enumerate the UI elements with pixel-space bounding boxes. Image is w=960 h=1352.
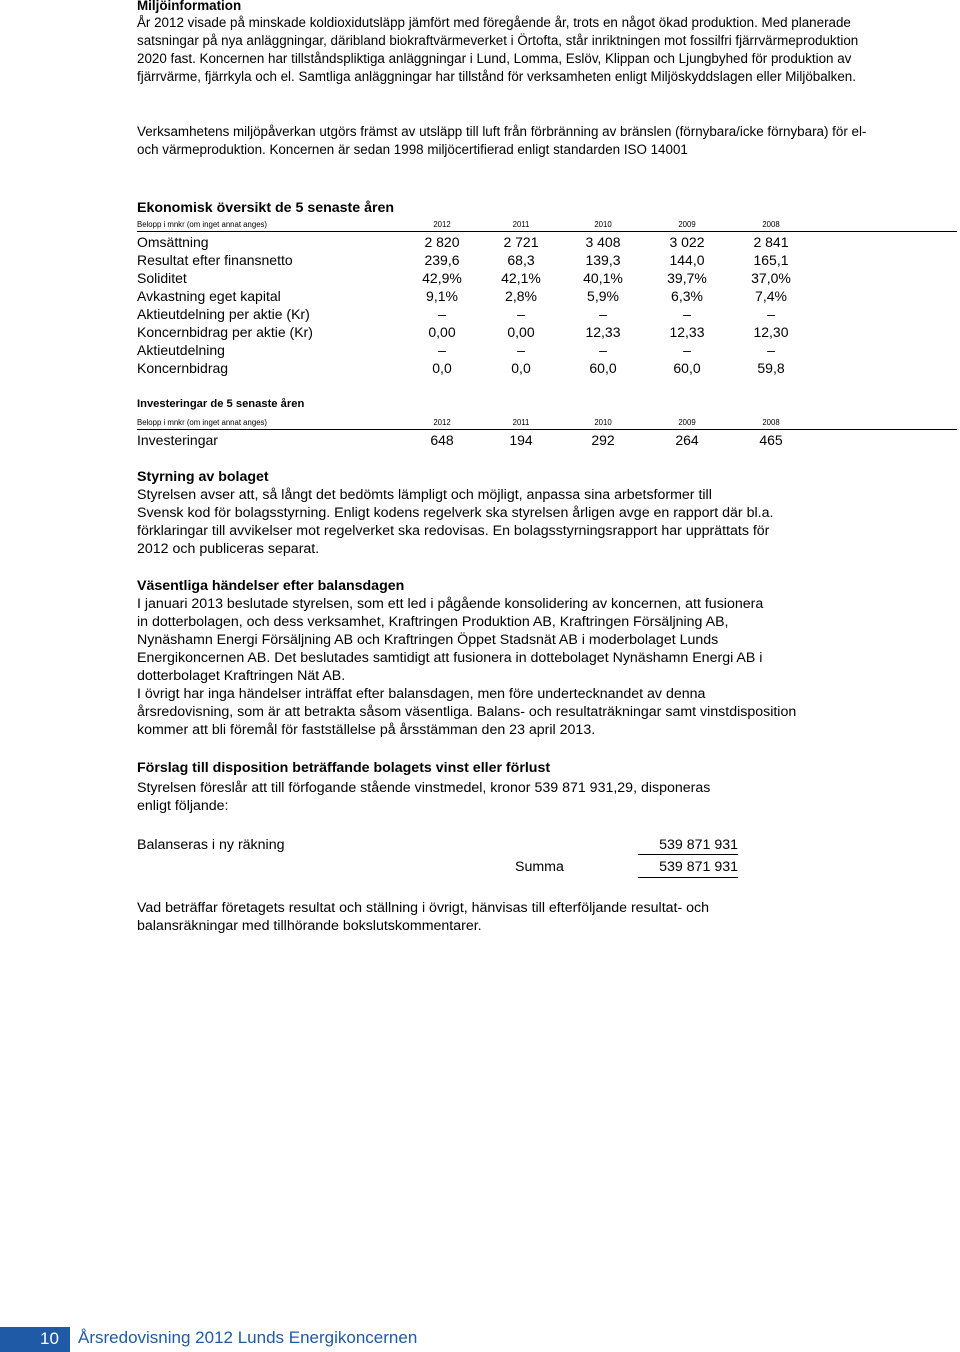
cell: 0,00	[507, 324, 535, 340]
cell: 2 820	[424, 234, 460, 250]
page-number: 10	[40, 1329, 59, 1348]
cell: 59,8	[757, 360, 785, 376]
row-label: Avkastning eget kapital	[137, 288, 281, 304]
year-header: 2009	[678, 418, 696, 427]
table-rule	[137, 429, 957, 430]
row-label: Soliditet	[137, 270, 187, 286]
cell: 37,0%	[751, 270, 791, 286]
cell: –	[683, 342, 691, 358]
styrning-heading: Styrning av bolaget	[137, 469, 269, 485]
cell: 264	[675, 432, 699, 448]
invest-heading: Investeringar de 5 senaste åren	[137, 398, 305, 410]
year-header: 2010	[594, 220, 612, 229]
cell: 0,0	[432, 360, 452, 376]
text-line: balansräkningar med tillhörande bokslutskommentarer.	[137, 918, 482, 934]
handelser-paragraph	[137, 595, 957, 739]
cell: 5,9%	[587, 288, 619, 304]
text-line: enligt följande:	[137, 798, 229, 814]
table-row	[137, 269, 957, 287]
text-line: I övrigt har inga händelser inträffat efter balansdagen, men före undertecknandet av denna	[137, 686, 706, 702]
table-row	[137, 341, 957, 359]
miljo-paragraph	[137, 14, 957, 86]
cell: 144,0	[669, 252, 705, 268]
cell: 194	[509, 432, 533, 448]
handelser-heading: Väsentliga händelser efter balansdagen	[137, 578, 405, 594]
cell: 42,1%	[501, 270, 541, 286]
miljo-heading: Miljöinformation	[137, 0, 242, 13]
cell: 12,33	[585, 324, 621, 340]
year-header: 2012	[433, 220, 451, 229]
cell: 42,9%	[422, 270, 462, 286]
sum-rule-bottom	[638, 877, 738, 878]
cell: 3 408	[585, 234, 621, 250]
footer-page-box	[0, 1327, 70, 1352]
text-line: Energikoncernen AB. Det beslutades samtidigt att fusionera in dottebolaget Nynäshamn Energi AB i	[137, 650, 763, 666]
cell: 3 022	[669, 234, 705, 250]
cell: 165,1	[753, 252, 789, 268]
text-line: Styrelsen föreslår att till förfogande stående vinstmedel, kronor 539 871 931,29, disponeras	[137, 780, 711, 796]
cell: 2 721	[503, 234, 539, 250]
cell: 7,4%	[755, 288, 787, 304]
cell: –	[599, 342, 607, 358]
text-line: kommer att bli föremål för fastställelse på årsstämman den 23 april 2013.	[137, 722, 596, 738]
cell: 239,6	[424, 252, 460, 268]
table-row	[137, 323, 957, 341]
cell: –	[438, 306, 446, 322]
cell: 0,0	[511, 360, 531, 376]
miljo-paragraph-2	[137, 123, 957, 159]
row-label: Investeringar	[137, 432, 218, 448]
ekonomi-heading: Ekonomisk översikt de 5 senaste åren	[137, 200, 395, 216]
cell: –	[767, 306, 775, 322]
forslag-heading: Förslag till disposition beträffande bolagets vinst eller förlust	[137, 760, 551, 776]
table-row	[137, 431, 957, 449]
summa-value: 539 871 931	[659, 859, 738, 875]
year-header: 2008	[762, 418, 780, 427]
text-line: 2020 fast. Koncernen har tillståndspliktiga anläggningar i Lund, Lomma, Eslöv, Klippan och Ljungbyhed för produktion av	[137, 51, 852, 66]
cell: 68,3	[507, 252, 535, 268]
year-header: 2012	[433, 418, 451, 427]
cell: –	[599, 306, 607, 322]
cell: 2,8%	[505, 288, 537, 304]
table-row	[137, 305, 957, 323]
text-line: förklaringar till avvikelser mot regelverket ska redovisas. En bolagsstyrningsrapport har upprättats för	[137, 523, 770, 539]
unit-label: Belopp i mnkr (om inget annat anges)	[137, 418, 268, 427]
closing-paragraph	[137, 899, 957, 935]
cell: 12,33	[669, 324, 705, 340]
text-line: årsredovisning, som är att betrakta såsom väsentliga. Balans- och resultaträkningar samt vinstdisposition	[137, 704, 797, 720]
cell: 465	[759, 432, 783, 448]
year-header: 2009	[678, 220, 696, 229]
table-row	[137, 359, 957, 377]
summa-label: Summa	[515, 859, 564, 875]
year-header: 2011	[512, 220, 530, 229]
row-label: Aktieutdelning per aktie (Kr)	[137, 306, 310, 322]
cell: 40,1%	[583, 270, 623, 286]
text-line: Verksamhetens miljöpåverkan utgörs främst av utsläpp till luft från förbränning av bränslen (förnybara/icke förnybara) för el-	[137, 124, 867, 139]
invest-table-header	[137, 417, 957, 429]
text-line: och värmeproduktion. Koncernen är sedan 1998 miljöcertifierad enligt standarden ISO 14001	[137, 142, 688, 157]
text-line: fjärrvärme, fjärrkyla och el. Samtliga anläggningar har tillstånd för verksamheten enligt Miljöskyddslagen eller Miljöbalken.	[137, 69, 856, 84]
year-header: 2011	[512, 418, 530, 427]
text-line: dotterbolaget Kraftringen Nät AB.	[137, 668, 346, 684]
row-label: Aktieutdelning	[137, 342, 225, 358]
text-line: Vad beträffar företagets resultat och ställning i övrigt, hänvisas till efterföljande resultat- och	[137, 900, 710, 916]
text-line: Styrelsen avser att, så långt det bedömts lämpligt och möjligt, anpassa sina arbetsformer till	[137, 487, 712, 503]
cell: 139,3	[585, 252, 621, 268]
styrning-paragraph	[137, 486, 957, 558]
text-line: in dotterbolagen, och dess verksamhet, Kraftringen Produktion AB, Kraftringen Försäljning AB,	[137, 614, 729, 630]
table-row	[137, 233, 957, 251]
table-row	[137, 287, 957, 305]
row-label: Koncernbidrag per aktie (Kr)	[137, 324, 313, 340]
table-row	[137, 251, 957, 269]
cell: 2 841	[753, 234, 789, 250]
cell: –	[767, 342, 775, 358]
cell: 39,7%	[667, 270, 707, 286]
year-header: 2010	[594, 418, 612, 427]
cell: 9,1%	[426, 288, 458, 304]
text-line: Nynäshamn Energi Försäljning AB och Kraftringen Öppet Stadsnät AB i moderbolaget Lunds	[137, 632, 719, 648]
cell: 648	[430, 432, 454, 448]
row-label: Koncernbidrag	[137, 360, 229, 376]
table-rule	[137, 231, 957, 232]
cell: –	[683, 306, 691, 322]
cell: 0,00	[428, 324, 456, 340]
cell: –	[517, 342, 525, 358]
cell: –	[438, 342, 446, 358]
cell: 292	[591, 432, 615, 448]
cell: 6,3%	[671, 288, 703, 304]
cell: –	[517, 306, 525, 322]
text-line: År 2012 visade på minskade koldioxidutsläpp jämfört med föregående år, trots en något ökad produktion. Med planerade	[137, 15, 851, 30]
cell: 60,0	[589, 360, 617, 376]
text-line: I januari 2013 beslutade styrelsen, som ett led i pågående konsolidering av koncernen, att fusionera	[137, 596, 764, 612]
cell: 60,0	[673, 360, 701, 376]
sum-rule-top	[638, 854, 738, 855]
forslag-paragraph	[137, 779, 957, 815]
balanseras-value: 539 871 931	[659, 837, 738, 853]
text-line: 2012 och publiceras separat.	[137, 541, 320, 557]
cell: 12,30	[753, 324, 789, 340]
text-line: Svensk kod för bolagsstyrning. Enligt kodens regelverk ska styrelsen årligen avge en rapport där bl.a.	[137, 505, 774, 521]
unit-label: Belopp i mnkr (om inget annat anges)	[137, 220, 268, 229]
year-header: 2008	[762, 220, 780, 229]
text-line: satsningar på nya anläggningar, däribland biokraftvärmeverket i Örtofta, står inriktningen mot fossilfri fjärrvärmeproduktion	[137, 33, 859, 48]
balanseras-label: Balanseras i ny räkning	[137, 837, 285, 853]
row-label: Resultat efter finansnetto	[137, 252, 293, 268]
ekonomi-table-header	[137, 219, 957, 231]
footer-title: Årsredovisning 2012 Lunds Energikoncernen	[78, 1328, 418, 1347]
row-label: Omsättning	[137, 234, 209, 250]
